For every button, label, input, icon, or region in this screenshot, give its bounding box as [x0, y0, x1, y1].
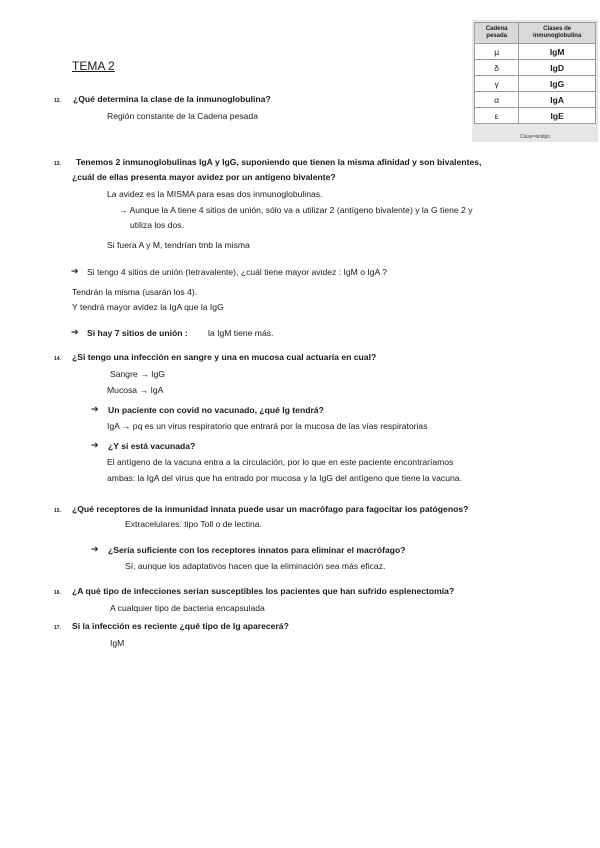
- table-row: [475, 60, 596, 76]
- q16-question: ¿A qué tipo de infecciones serían susceptibles los pacientes que han sufrido esplenectomía?: [72, 586, 455, 596]
- table-header-ig-class: Clases de inmunoglobulina: [519, 23, 596, 44]
- heavy-chain-cell: ε: [475, 108, 519, 124]
- q13-sub1-answer2: Y tendrá mayor avidez la IgA que la IgG: [72, 302, 224, 312]
- heavy-chain-cell: γ: [475, 76, 519, 92]
- q12-number: 12.: [54, 98, 61, 104]
- table-header-heavy-chain: Cadena pesada: [475, 23, 519, 44]
- q13-answer2-line2: utiliza los dos.: [130, 220, 184, 230]
- table-caption: Clase=isotipo: [519, 134, 551, 140]
- table-row: [475, 92, 596, 108]
- q14-answer1: Sangre → IgG: [110, 369, 165, 379]
- ig-class-cell: IgD: [519, 60, 596, 76]
- q14-number: 14.: [54, 356, 61, 362]
- q12-answer: Región constante de la Cadena pesada: [107, 111, 258, 121]
- ig-class-cell: IgA: [519, 92, 596, 108]
- q13-sub1-answer1: Tendrán la misma (usarán los 4).: [72, 287, 198, 297]
- q14-sub2-answer-line1: El antígeno de la vacuna entra a la circulación, por lo que en este paciente encontraríamos: [107, 457, 454, 467]
- q13-question-line2: ¿cuál de ellas presenta mayor avidez por un antígeno bivalente?: [72, 172, 336, 182]
- q17-question: Si la infección es reciente ¿qué tipo de Ig aparecerá?: [72, 621, 289, 631]
- q13-question-line1: Tenemos 2 inmunoglobulinas IgA y IgG, suponiendo que tienen la misma afinidad y son bivalentes,: [76, 157, 482, 167]
- q16-answer: A cualquier tipo de bacteria encapsulada: [110, 603, 265, 613]
- q17-number: 17.: [54, 625, 61, 631]
- ig-class-cell: IgM: [519, 44, 596, 60]
- q14-answer2: Mucosa → IgA: [107, 385, 164, 395]
- q15-sub1-question: ¿Sería suficiente con los receptores innatos para eliminar el macrófago?: [108, 545, 406, 555]
- q13-sub2-answer: la IgM tiene más.: [208, 328, 274, 338]
- table-row: [475, 76, 596, 92]
- page-title: TEMA 2: [72, 59, 115, 73]
- ig-class-cell: IgE: [519, 108, 596, 124]
- isotype-table: [474, 22, 596, 124]
- q14-sub1-answer: IgA → pq es un virus respiratorio que entrará por la mucosa de las vías respiratorias: [107, 421, 428, 431]
- arrow-icon: ➔: [91, 544, 99, 554]
- ig-class-cell: IgG: [519, 76, 596, 92]
- q15-number: 15.: [54, 508, 61, 514]
- q15-answer: Extracelulares: tipo Toll o de lectina.: [125, 519, 262, 529]
- q15-question: ¿Qué receptores de la inmunidad innata puede usar un macrófago para fagocitar los patógenos?: [72, 504, 469, 514]
- heavy-chain-cell: δ: [475, 60, 519, 76]
- heavy-chain-cell: α: [475, 92, 519, 108]
- q16-number: 16.: [54, 590, 61, 596]
- q13-answer1: La avidez es la MISMA para esas dos inmunoglobulinas.: [107, 189, 323, 199]
- table-row: [475, 108, 596, 124]
- q13-sub2-question: Si hay 7 sitios de unión :: [87, 328, 188, 338]
- q14-sub2-question: ¿Y si está vacunada?: [108, 441, 196, 451]
- table-header-row: [475, 23, 596, 44]
- arrow-icon: ➔: [71, 266, 79, 276]
- arrow-icon: ➔: [91, 404, 99, 414]
- arrow-icon: ➔: [91, 440, 99, 450]
- q14-question: ¿Si tengo una infección en sangre y una en mucosa cual actuaría en cual?: [72, 352, 377, 362]
- q13-sub1-question: Si tengo 4 sitios de unión (tetravalente), ¿cuál tiene mayor avidez : IgM o IgA ?: [87, 267, 387, 277]
- q12-question: ¿Qué determina la clase de la inmunoglobulina?: [73, 94, 271, 104]
- q17-answer: IgM: [110, 638, 125, 648]
- arrow-icon: ➔: [71, 327, 79, 337]
- heavy-chain-cell: μ: [475, 44, 519, 60]
- q13-answer3: Si fuera A y M, tendrían tmb la misma: [107, 240, 250, 250]
- q14-sub1-question: Un paciente con covid no vacunado, ¿qué Ig tendrá?: [108, 405, 324, 415]
- q13-answer2-line1: → Aunque la A tiene 4 sitios de unión, sólo va a utilizar 2 (antígeno bivalente) y la G tiene 2 y: [119, 205, 473, 215]
- table-row: [475, 44, 596, 60]
- q15-sub1-answer: Sí, aunque los adaptativos hacen que la eliminación sea más eficaz.: [125, 561, 386, 571]
- q14-sub2-answer-line2: ambas: la IgA del virus que ha entrado por mucosa y la IgG del antígeno que tiene la vacuna.: [107, 473, 462, 483]
- q13-number: 13.: [54, 161, 61, 167]
